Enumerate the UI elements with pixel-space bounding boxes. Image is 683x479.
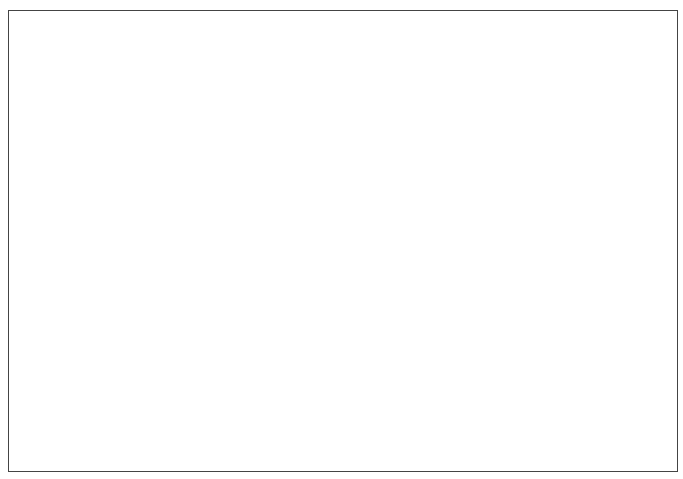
timeline-grid: [8, 10, 678, 472]
